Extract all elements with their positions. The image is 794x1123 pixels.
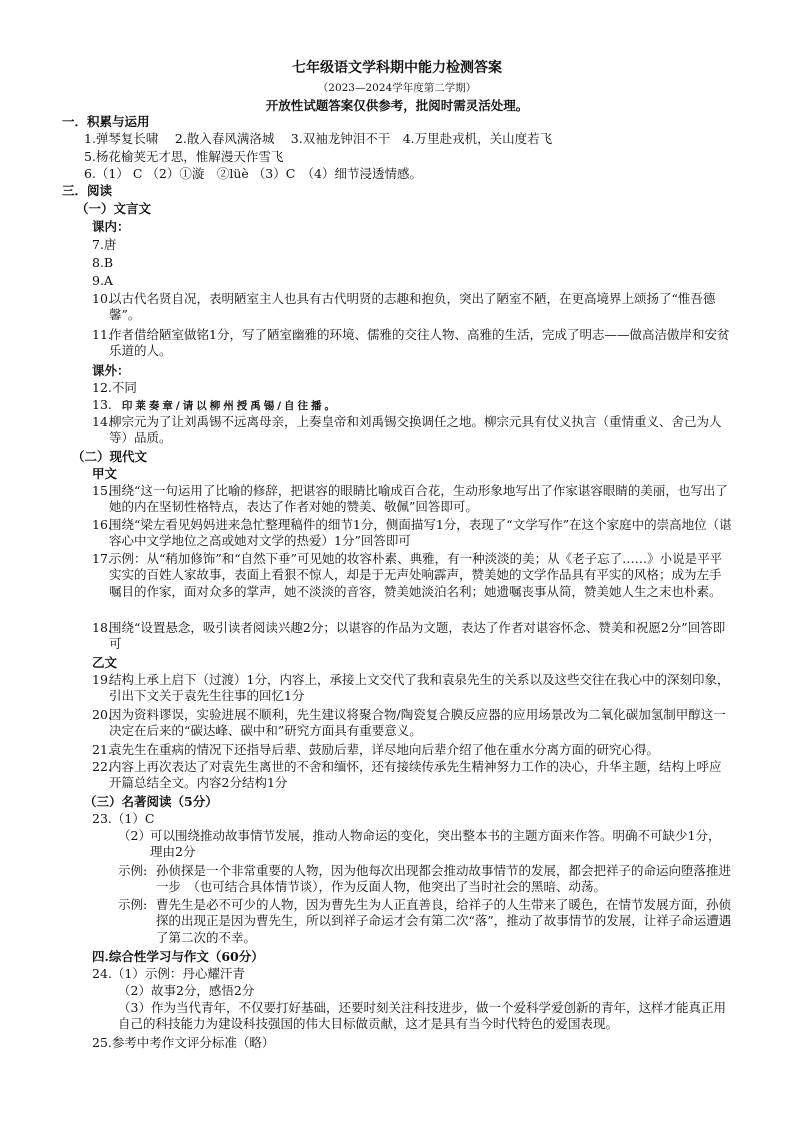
answer-24-2: （2）故事2分，感悟2分 bbox=[118, 983, 255, 998]
answer-9: 9.A bbox=[92, 273, 113, 288]
answer-15: 15. 围绕“这一句运用了比喻的修辞，把谌容的眼睛比喻成百合花，生动形象地写出了作家谌容眼睛的美丽，也写出了她的内在坚韧性格特点，表达了作者对她的赞美、敬佩”回答即可。 bbox=[92, 483, 728, 515]
answer-line-6: 6.（1） C （2）①漩 ②lüè （3）C （4）细节浸透情感。 bbox=[84, 166, 422, 181]
doc-note: 开放性试题答案仅供参考，批阅时需灵活处理。 bbox=[265, 98, 529, 113]
answer-13: 13. 印莱奏章/请以柳州授禹锡/自往播。 bbox=[92, 397, 339, 412]
label-text-b: 乙文 bbox=[92, 655, 118, 670]
answer-23-2: （2） 可以围绕推动故事情节发展，推动人物命运的变化，突出整本书的主题方面来作答。明确不可缺少1分，理由2分 bbox=[118, 828, 721, 860]
answer-12: 12.不同 bbox=[92, 380, 137, 395]
subsection-classics: （三）名著阅读（5分） bbox=[84, 794, 218, 809]
doc-subtitle: （2023—2024学年度第二学期） bbox=[317, 82, 477, 94]
answer-25: 25.参考中考作文评分标准（略） bbox=[92, 1035, 275, 1050]
example-2: 示例: 曹先生是必不可少的人物，因为曹先生为人正直善良，给祥子的人生带来了暖色，在情节发展方面，孙侦探的出现正是因为曹先生，所以到祥子命运才会有第二次“落”，推动了故事情节的发展，让祥子命运遭遇了第二次的不幸。 bbox=[118, 897, 732, 945]
section-heading-3: 三．阅读 bbox=[62, 183, 113, 198]
subsection-classical: （一）文言文 bbox=[76, 201, 152, 216]
answer-17: 17. 示例：从“稍加修饰”和“自然下垂”可见她的妆容朴素、典雅，有一种淡淡的美；从《老子忘了……》小说是平平实实的百姓人家故事，表面上看狠不惊人，却是于无声处响霹声，赞美她的文学作品具有平实的风格；成为左手嘱目的作家，面对众多的掌声，她不淡淡的音容，赞美她淡泊名利；她遗嘱丧事从简，赞美她人生之末也朴素。 bbox=[92, 551, 723, 599]
answer-19: 19. 结构上承上启下（过渡）1分，内容上，承接上文交代了我和袁泉先生的关系以及这些交往在我心中的深刻印象，引出下文关于袁先生往事的回忆1分 bbox=[92, 672, 730, 704]
answer-18: 18. 围绕“设置悬念，吸引读者阅读兴趣2分；以谌容的作品为文题，表达了作者对谌容怀念、赞美和祝愿2分”回答即可 bbox=[92, 620, 726, 652]
answer-8: 8.B bbox=[92, 255, 114, 270]
subsection-modern: （二）现代文 bbox=[72, 449, 148, 464]
answer-11: 11. 作者借给陋室做铭1分，写了陋室幽雅的环境、儒雅的交往人物、高雅的生活，完成了明志——做高洁傲岸和安贫乐道的人。 bbox=[92, 327, 730, 359]
answer-10: 10. 以古代名贤自况，表明陋室主人也具有古代明贤的志趣和抱负，突出了陋室不陋，在更高境界上颂扬了“惟吾德馨”。 bbox=[92, 291, 716, 323]
label-outside-text: 课外： bbox=[92, 363, 130, 378]
answer-line-1-4: 1.弹琴复长啸 2.散入春风满洛城 3.双袖龙钟泪不干 4.万里赴戎机，关山度若飞 bbox=[84, 131, 553, 146]
answer-23-1: 23.（1）C bbox=[92, 811, 155, 826]
label-text-a: 甲文 bbox=[92, 466, 118, 481]
section-heading-4: 四.综合性学习与作文（60分） bbox=[92, 949, 264, 964]
answer-21: 21. 袁先生在重病的情况下还指导后辈、鼓励后辈，详尽地向后辈介绍了他在重水分离方面的研究心得。 bbox=[92, 742, 660, 757]
answer-24-1: 24.（1）示例：丹心耀汗青 bbox=[92, 966, 245, 981]
answer-7: 7.唐 bbox=[92, 237, 117, 252]
example-1: 示例: 孙侦探是一个非常重要的人物，因为他每次出现都会推动故事情节的发展，都会把祥子的命运向堕落推进一步 （也可结合具体情节谈），作为反面人物，他突出了当时社会的黑暗、动荡。 bbox=[118, 863, 732, 895]
answer-24-3: （3）作为当代青年，不仅要打好基础，还要时刻关注科技进步，做一个爱科学爱创新的青年，这样才能真正用自己的科技能力为建设科技强国的伟大目标做贡献，这才是具有当今时代特色的爱国表现。 bbox=[118, 1000, 726, 1032]
answer-22: 22. 内容上再次表达了对袁先生离世的不舍和缅怀，还有接续传承先生精神努力工作的决心，升华主题，结构上呼应开篇总结全文。内容2分结构1分 bbox=[92, 759, 722, 791]
label-inside-text: 课内： bbox=[92, 219, 130, 234]
answer-line-5: 5.杨花榆荚无才思，惟解漫天作雪飞 bbox=[84, 149, 284, 164]
answer-14: 14. 柳宗元为了让刘禹锡不远离母亲，上奏皇帝和刘禹锡交换调任之地。柳宗元具有仗义执言（重情重义、舍己为人等）品质。 bbox=[92, 414, 722, 446]
answer-20: 20. 因为资料谬误，实验进展不顺利，先生建议将聚合物/陶瓷复合膜反应器的应用场景改为二氧化碳加氢制甲醇这一决定在后来的“碳达峰、碳中和”研究方面具有重要意义。 bbox=[92, 707, 726, 739]
section-heading-1: 一．积累与运用 bbox=[62, 114, 150, 129]
doc-title: 七年级语文学科期中能力检测答案 bbox=[292, 60, 502, 76]
answer-16: 16. 围绕“梁左看见妈妈进来急忙整理稿件的细节1分，侧面描写1分，表现了“文学写作”在这个家庭中的崇高地位（谌容心中文学地位之高或她对文学的热爱）1分”回答即可 bbox=[92, 517, 732, 549]
